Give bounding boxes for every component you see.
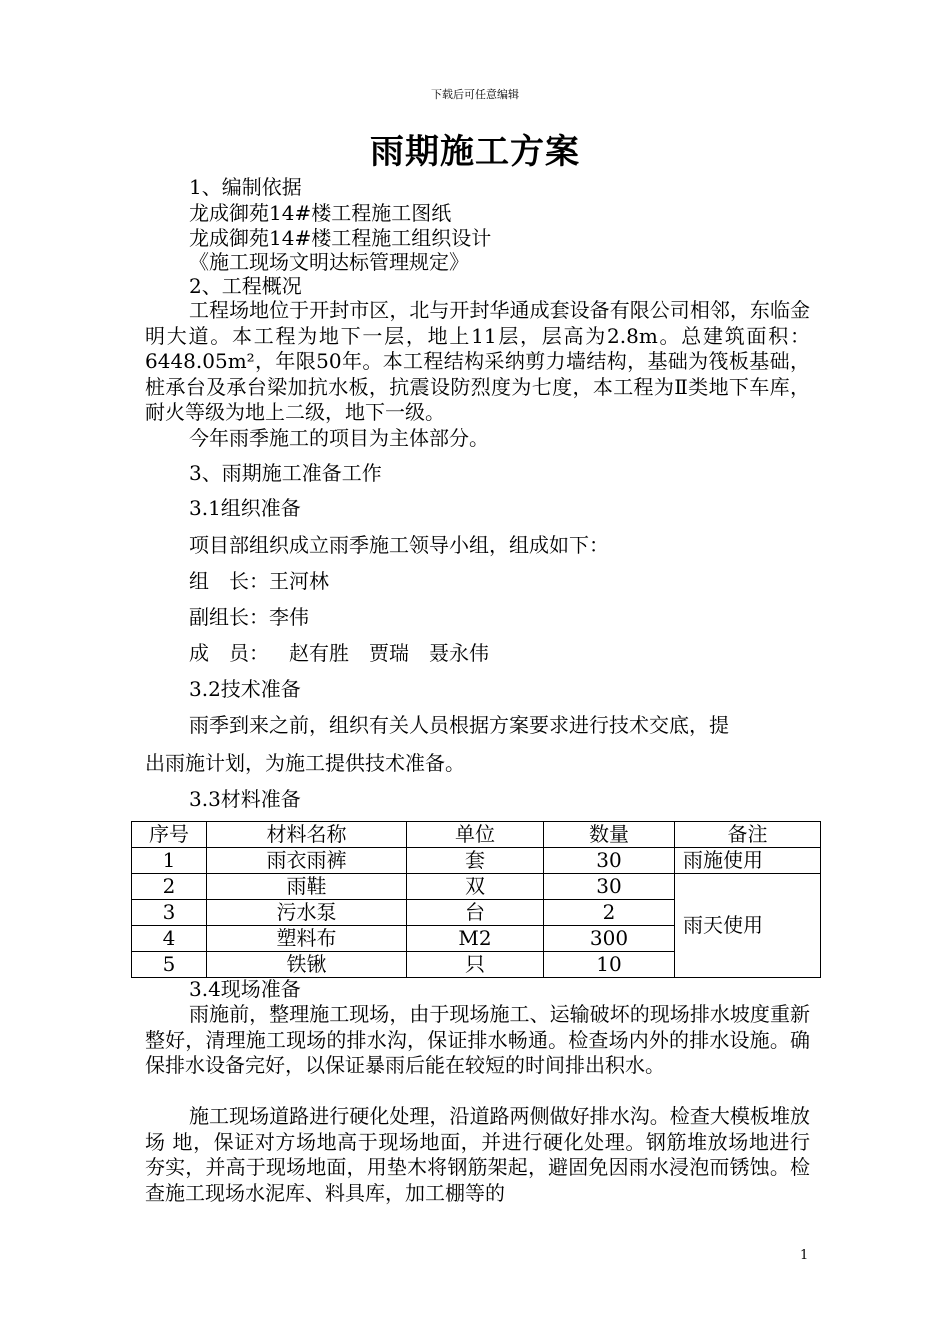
table-row <box>132 848 821 874</box>
table-cell: 套 <box>407 848 544 874</box>
section-heading-prep: 3、雨期施工准备工作 <box>189 461 382 485</box>
leader-name: 王河林 <box>269 569 329 593</box>
table-cell: 30 <box>544 874 675 900</box>
table-cell: 铁锹 <box>207 952 407 978</box>
page-number: 1 <box>800 1248 809 1263</box>
column-header: 材料名称 <box>207 822 407 848</box>
table-cell: 双 <box>407 874 544 900</box>
leader-label: 组 长： <box>189 569 269 593</box>
table-cell: 雨鞋 <box>207 874 407 900</box>
subheading-site: 3.4现场准备 <box>189 977 301 1001</box>
table-cell: 雨施使用 <box>675 848 821 874</box>
members-names: 赵有胜 贾瑞 聂永伟 <box>289 641 489 665</box>
section-heading-basis: 1、编制依据 <box>189 175 302 199</box>
table-cell: 4 <box>132 926 207 952</box>
column-header: 单位 <box>407 822 544 848</box>
table-cell: 30 <box>544 848 675 874</box>
basis-item: 龙成御苑14#楼工程施工组织设计 <box>189 226 492 250</box>
table-cell: 2 <box>132 874 207 900</box>
basis-item: 《施工现场文明达标管理规定》 <box>189 250 469 274</box>
members-label: 成 员： <box>189 641 269 665</box>
page-title: 雨期施工方案 <box>370 132 580 172</box>
deputy-name: 李伟 <box>269 605 309 629</box>
org-intro: 项目部组织成立雨季施工领导小组，组成如下： <box>189 533 609 557</box>
subheading-materials: 3.3材料准备 <box>189 787 301 811</box>
subheading-tech: 3.2技术准备 <box>189 677 301 701</box>
table-cell: 2 <box>544 900 675 926</box>
table-cell: 雨衣雨裤 <box>207 848 407 874</box>
table-cell: 污水泵 <box>207 900 407 926</box>
column-header: 序号 <box>132 822 207 848</box>
materials-table <box>131 821 821 978</box>
scope-text: 今年雨季施工的项目为主体部分。 <box>189 426 489 450</box>
merged-note-cell: 雨天使用 <box>675 874 821 978</box>
table-header-row <box>132 822 821 848</box>
leader-line <box>189 568 329 594</box>
table-cell: 台 <box>407 900 544 926</box>
overview-paragraph: 工程场地位于开封市区，北与开封华通成套设备有限公司相邻，东临金明大道。本工程为地下一层，地上11层，层高为2.8m。总建筑面积：6448.05m²，年限50年。本工程结构采纳剪力墙结构，基础为筏板基础，桩承台及承台梁加抗水板，抗震设防烈度为七度，本工程为Ⅱ类地下车库，耐火等级为地上二级，地下一级。 <box>145 298 810 425</box>
members-line <box>189 640 489 666</box>
deputy-line <box>189 604 309 630</box>
tech-line-2: 出雨施计划，为施工提供技术准备。 <box>145 751 465 775</box>
table-cell: 只 <box>407 952 544 978</box>
table-cell: M2 <box>407 926 544 952</box>
site-paragraph-1: 雨施前，整理施工现场，由于现场施工、运输破坏的现场排水坡度重新整好，清理施工现场的排水沟，保证排水畅通。检查场内外的排水设施。确保排水设备完好，以保证暴雨后能在较短的时间排出积水。 <box>145 1002 810 1078</box>
section-heading-overview: 2、工程概况 <box>189 274 302 298</box>
table-cell: 5 <box>132 952 207 978</box>
header-note: 下载后可任意编辑 <box>431 88 519 101</box>
table-cell: 1 <box>132 848 207 874</box>
table-cell: 10 <box>544 952 675 978</box>
deputy-label: 副组长： <box>189 605 269 629</box>
site-paragraph-2: 施工现场道路进行硬化处理，沿道路两侧做好排水沟。检查大模板堆放场 地，保证对方场地高于现场地面，并进行硬化处理。钢筋堆放场地进行夯实，并高于现场地面，用垫木将钢筋架起，避固免因雨水浸泡而锈蚀。检查施工现场水泥库、料具库，加工棚等的 <box>145 1104 810 1205</box>
table-cell: 300 <box>544 926 675 952</box>
table-cell: 塑料布 <box>207 926 407 952</box>
table-cell: 3 <box>132 900 207 926</box>
column-header: 数量 <box>544 822 675 848</box>
tech-line-1: 雨季到来之前，组织有关人员根据方案要求进行技术交底，提 <box>189 713 729 737</box>
table-row <box>132 874 821 900</box>
subheading-org: 3.1组织准备 <box>189 496 301 520</box>
basis-item: 龙成御苑14#楼工程施工图纸 <box>189 201 452 225</box>
column-header: 备注 <box>675 822 821 848</box>
